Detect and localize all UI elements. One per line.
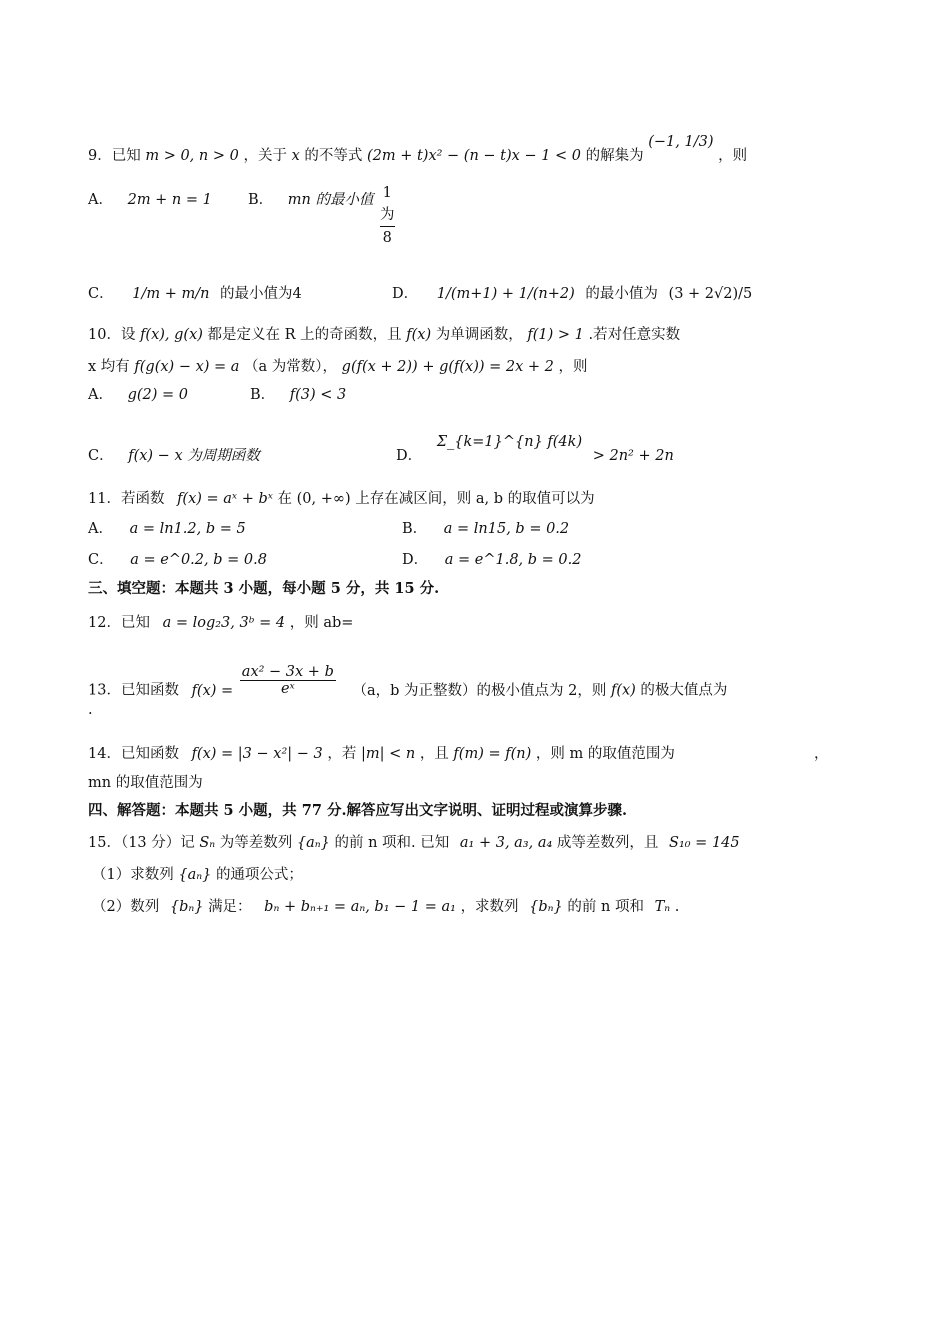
q15-s10: S₁₀ = 145 bbox=[669, 835, 740, 851]
q11-text2: 上存在减区间，则 a, b 的取值可以为 bbox=[355, 491, 595, 507]
q14-number: 14．已知函数 bbox=[88, 746, 179, 762]
q14-text: ，若 bbox=[327, 746, 357, 762]
q11-text: 在 bbox=[277, 491, 292, 507]
q13-function-name: f(x) = bbox=[191, 682, 234, 699]
q14-comma: ， bbox=[814, 746, 829, 762]
option-text: 2m + n = 1 bbox=[127, 192, 212, 208]
q15-part2-condition: bₙ + bₙ₊₁ = aₙ, b₁ − 1 = a₁ bbox=[264, 899, 456, 915]
q13-number: 13．已知函数 bbox=[88, 682, 179, 699]
q10-option-a bbox=[88, 385, 188, 405]
q15-part1-tail: 的通项公式； bbox=[215, 867, 303, 883]
q14-function: f(x) = |3 − x²| − 3 bbox=[191, 746, 323, 762]
q12-stem bbox=[88, 613, 353, 633]
q14-stem bbox=[88, 744, 675, 764]
q11-option-a bbox=[88, 519, 246, 539]
q15-part2 bbox=[92, 897, 679, 917]
q15-part2-text: （2）数列 bbox=[92, 899, 160, 915]
q15-text3: 成等差数列，且 bbox=[556, 835, 659, 851]
q9-condition: m > 0, n > 0 bbox=[145, 148, 239, 164]
q9-stem bbox=[88, 134, 748, 166]
q14-line2: mn 的取值范围为 bbox=[88, 775, 203, 791]
option-label: B． bbox=[250, 387, 276, 403]
q15-part2-end: . bbox=[674, 899, 680, 915]
q10-text6: ，则 bbox=[558, 359, 588, 375]
q15-part2-text2: 满足： bbox=[208, 899, 252, 915]
q10-text5: （a 为常数）， bbox=[244, 359, 338, 375]
q10-option-c bbox=[88, 446, 260, 466]
q15-part2-sequence: {bₙ} bbox=[169, 899, 204, 915]
q11-function: f(x) = aˣ + bˣ bbox=[177, 491, 273, 507]
option-text: g(2) = 0 bbox=[127, 387, 189, 403]
q13-fraction bbox=[240, 664, 336, 697]
q12-expression: a = log₂3, 3ᵇ = 4 bbox=[162, 615, 286, 631]
q13-text2: 的极大值点为 bbox=[640, 682, 728, 699]
q11-stem bbox=[88, 489, 595, 509]
option-text: mn 的最小值 bbox=[287, 192, 374, 208]
q13-text: （a，b 为正整数）的极小值点为 2，则 bbox=[352, 682, 607, 699]
q10-fx: f(x) bbox=[406, 327, 432, 343]
q12-number: 12．已知 bbox=[88, 615, 150, 631]
q15-part1-text: （1）求数列 bbox=[92, 867, 174, 883]
option-label: D． bbox=[402, 552, 429, 568]
q11-number: 11．若函数 bbox=[88, 491, 165, 507]
option-label: B． bbox=[402, 521, 428, 537]
q10-text3: .若对任意实数 bbox=[588, 327, 681, 343]
option-label: C． bbox=[88, 286, 114, 302]
option-text: > 2n² + 2n bbox=[592, 448, 674, 464]
q13-stem bbox=[88, 664, 728, 707]
q11-option-d bbox=[402, 550, 581, 570]
q15-condition: a₁ + 3, a₃, a₄ bbox=[459, 835, 553, 851]
q9-option-d bbox=[392, 284, 752, 304]
q9-tail: ，则 bbox=[718, 148, 748, 164]
q15-sequence: {aₙ} bbox=[296, 835, 330, 851]
q15-part2-tn: Tₙ bbox=[654, 899, 671, 915]
option-label: D． bbox=[396, 448, 423, 464]
option-text: a = e^0.2, b = 0.8 bbox=[130, 552, 267, 568]
q15-part2-text3: ，求数列 bbox=[460, 899, 519, 915]
q9-text3: 的解集为 bbox=[585, 148, 644, 164]
fraction-denominator: eˣ bbox=[280, 681, 295, 697]
q15-number: 15．（13 分）记 bbox=[88, 835, 195, 851]
q15-text: 为等差数列 bbox=[219, 835, 293, 851]
q9-option-b bbox=[248, 190, 373, 210]
option-text: a = ln15, b = 0.2 bbox=[443, 521, 570, 537]
q9-number: 9．已知 bbox=[88, 148, 141, 164]
q10-functions: f(x), g(x) bbox=[140, 327, 203, 343]
option-text: 的最小值为4 bbox=[220, 286, 302, 302]
q10-equation1: f(g(x) − x) = a bbox=[134, 359, 240, 375]
q10-text: 都是定义在 R 上的奇函数，且 bbox=[207, 327, 402, 343]
q11-option-c bbox=[88, 550, 267, 570]
fraction-middle: 为 bbox=[380, 207, 395, 223]
q9-text: ，关于 bbox=[243, 148, 287, 164]
q15-part2-text4: 的前 n 项和 bbox=[567, 899, 644, 915]
q13-end-dot: . bbox=[88, 702, 93, 718]
q15-part1-sequence: {aₙ} bbox=[178, 867, 212, 883]
q15-sn: Sₙ bbox=[199, 835, 216, 851]
q10-equation2: g(f(x + 2)) + g(f(x)) = 2x + 2 bbox=[341, 359, 554, 375]
q14-text2: ，且 bbox=[419, 746, 449, 762]
q10-line2 bbox=[88, 357, 588, 377]
option-value: (3 + 2√2)/5 bbox=[668, 286, 753, 302]
option-text: a = ln1.2, b = 5 bbox=[129, 521, 246, 537]
fraction-denominator: 8 bbox=[380, 226, 395, 249]
option-label: C． bbox=[88, 552, 114, 568]
q10-option-d bbox=[396, 434, 674, 466]
option-label: D． bbox=[392, 286, 419, 302]
option-text: a = e^1.8, b = 0.2 bbox=[444, 552, 582, 568]
q10-line1 bbox=[88, 325, 680, 345]
q15-text2: 的前 n 项和. 已知 bbox=[334, 835, 450, 851]
q11-interval: (0, +∞) bbox=[296, 491, 351, 507]
q9-text2: 的不等式 bbox=[304, 148, 363, 164]
q12-tail: ，则 ab= bbox=[289, 615, 354, 631]
q14-equation: f(m) = f(n) bbox=[453, 746, 532, 762]
q9-option-a bbox=[88, 190, 212, 210]
q11-option-b bbox=[402, 519, 569, 539]
q15-stem bbox=[88, 833, 740, 853]
option-text: f(3) < 3 bbox=[289, 387, 347, 403]
q13-fx: f(x) bbox=[610, 682, 636, 699]
q15-part2-sequence2: {bₙ} bbox=[529, 899, 563, 915]
q14-text3: ，则 m 的取值范围为 bbox=[535, 746, 675, 762]
q9-option-c bbox=[88, 284, 302, 304]
q9-solution-set: (−1, 1/3) bbox=[648, 134, 714, 150]
option-summation: Σ_{k=1}^{n} f(4k) bbox=[436, 434, 583, 450]
option-text: 的最小值为 bbox=[585, 286, 658, 302]
q10-number: 10．设 bbox=[88, 327, 136, 343]
q10-text4: x 均有 bbox=[88, 359, 130, 375]
fraction-numerator: ax² − 3x + b bbox=[241, 664, 334, 680]
section-heading-fill-in: 三、填空题：本题共 3 小题，每小题 5 分，共 15 分. bbox=[88, 580, 440, 597]
option-expression: 1/m + m/n bbox=[132, 286, 210, 302]
option-label: A． bbox=[88, 387, 113, 403]
q10-f1: f(1) > 1 bbox=[527, 327, 584, 343]
q9-variable: x bbox=[291, 148, 300, 164]
option-expression: 1/(m+1) + 1/(n+2) bbox=[436, 286, 575, 302]
q15-part1 bbox=[92, 865, 303, 885]
option-text: f(x) − x 为周期函数 bbox=[128, 448, 260, 464]
q9-inequality: (2m + t)x² − (n − t)x − 1 < 0 bbox=[366, 148, 582, 164]
q14-condition: |m| < n bbox=[360, 746, 416, 762]
q10-text2: 为单调函数， bbox=[435, 327, 523, 343]
q9-option-b-fraction bbox=[380, 182, 395, 249]
q10-option-b bbox=[250, 385, 346, 405]
option-label: C． bbox=[88, 448, 114, 464]
option-label: A． bbox=[88, 192, 113, 208]
fraction-numerator: 1 bbox=[382, 185, 392, 201]
option-label: B． bbox=[248, 192, 274, 208]
section-heading-solutions: 四、解答题：本题共 5 小题，共 77 分.解答应写出文字说明、证明过程或演算步骤. bbox=[88, 802, 628, 819]
option-label: A． bbox=[88, 521, 113, 537]
